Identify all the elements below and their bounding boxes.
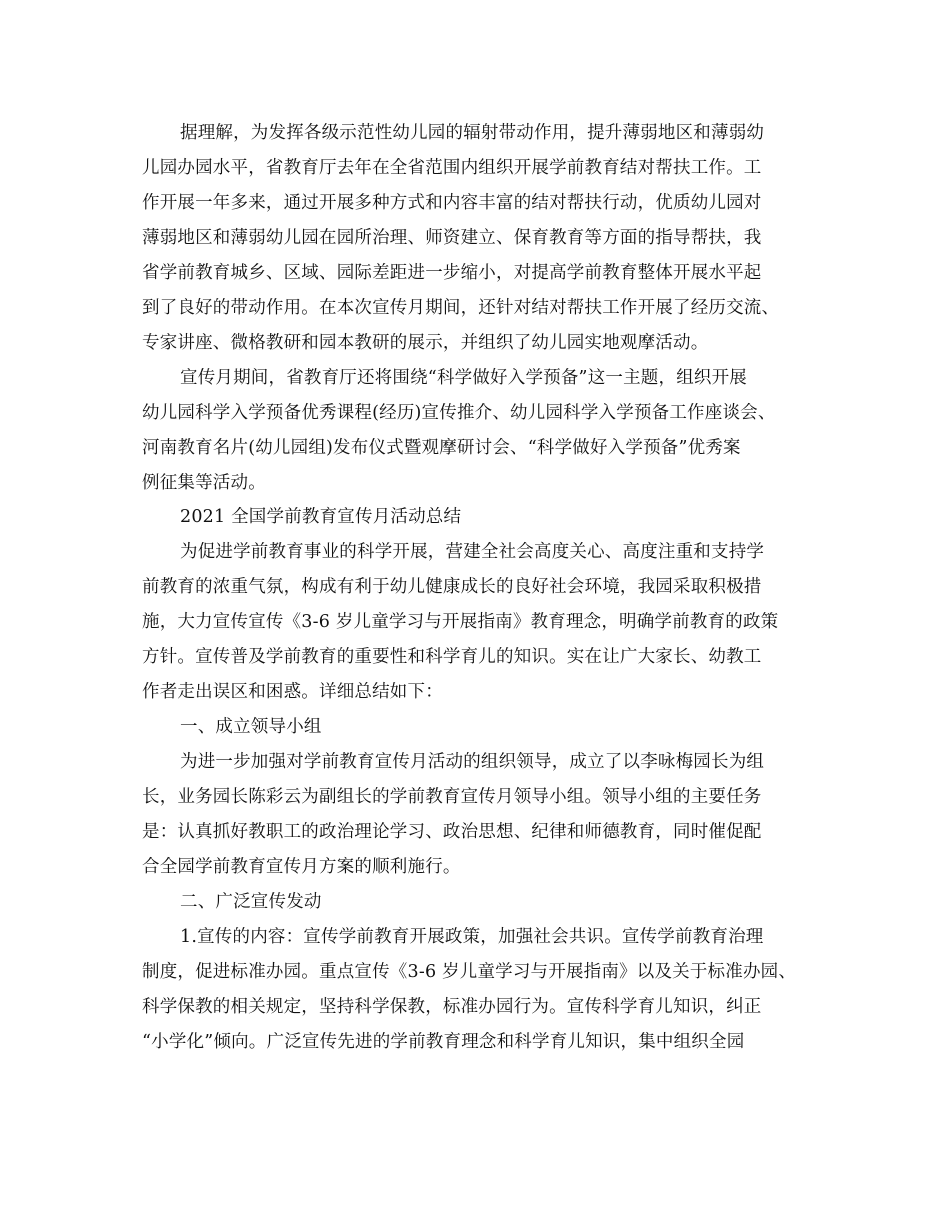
paragraph-line-11: 例征集等活动。 (142, 473, 266, 493)
paragraph-line-20: 长，业务园长陈彩云为副组长的学前教育宣传月领导小组。领导小组的主要任务 (142, 787, 762, 807)
paragraph-line-16: 方针。宣传普及学前教育的重要性和科学育儿的知识。实在让广大家长、幼教工 (142, 647, 762, 667)
paragraph-line-27: “小学化”倾向。广泛宣传先进的学前教育理念和科学育儿知识，集中组织全园 (142, 1032, 745, 1052)
paragraph-line-10: 河南教育名片(幼儿园组)发布仪式暨观摩研讨会、“科学做好入学预备”优秀案 (142, 438, 741, 458)
paragraph-line-9: 幼儿园科学入学预备优秀课程(经历)宣传推介、幼儿园科学入学预备工作座谈会、 (142, 403, 776, 423)
paragraph-line-14: 前教育的浓重气氛，构成有利于幼儿健康成长的良好社会环境，我园采取积极措 (142, 577, 762, 597)
paragraph-line-22: 合全园学前教育宣传月方案的顺利施行。 (142, 857, 461, 877)
heading-leadership-group: 一、成立领导小组 (180, 717, 322, 737)
paragraph-line-26: 科学保教的相关规定，坚持科学保教，标准办园行为。宣传科学育儿知识，纠正 (142, 997, 762, 1017)
section-title: 2021 全国学前教育宣传月活动总结 (180, 507, 462, 527)
paragraph-line-7: 专家讲座、微格教研和园本教研的展示，并组织了幼儿园实地观摩活动。 (142, 333, 709, 353)
heading-publicity: 二、广泛宣传发动 (180, 892, 322, 912)
paragraph-line-25: 制度，促进标准办园。重点宣传《3-6 岁儿童学习与开展指南》以及关于标准办园、 (142, 962, 797, 982)
paragraph-line-13: 为促进学前教育事业的科学开展，营建全社会高度关心、高度注重和支持学 (180, 542, 765, 562)
paragraph-line-4: 薄弱地区和薄弱幼儿园在园所治理、师资建立、保育教育等方面的指导帮扶，我 (142, 228, 762, 248)
paragraph-line-15: 施，大力宣传宣传《3-6 岁儿童学习与开展指南》教育理念，明确学前教育的政策 (142, 612, 779, 632)
paragraph-line-3: 作开展一年多来，通过开展多种方式和内容丰富的结对帮扶行动，优质幼儿园对 (142, 193, 762, 213)
paragraph-line-21: 是：认真抓好教职工的政治理论学习、政治思想、纪律和师德教育，同时催促配 (142, 822, 762, 842)
paragraph-line-1: 据理解，为发挥各级示范性幼儿园的辐射带动作用，提升薄弱地区和薄弱幼 (180, 123, 765, 143)
paragraph-line-8: 宣传月期间，省教育厅还将围绕“科学做好入学预备”这一主题，组织开展 (180, 368, 747, 388)
paragraph-line-2: 儿园办园水平，省教育厅去年在全省范围内组织开展学前教育结对帮扶工作。工 (142, 158, 762, 178)
paragraph-line-5: 省学前教育城乡、区域、园际差距进一步缩小，对提高学前教育整体开展水平起 (142, 263, 762, 283)
paragraph-line-17: 作者走出误区和困惑。详细总结如下： (142, 682, 443, 702)
paragraph-line-24: 1.宣传的内容：宣传学前教育开展政策，加强社会共识。宣传学前教育治理 (180, 927, 764, 947)
paragraph-line-19: 为进一步加强对学前教育宣传月活动的组织领导，成立了以李咏梅园长为组 (180, 752, 765, 772)
paragraph-line-6: 到了良好的带动作用。在本次宣传月期间，还针对结对帮扶工作开展了经历交流、 (142, 298, 780, 318)
